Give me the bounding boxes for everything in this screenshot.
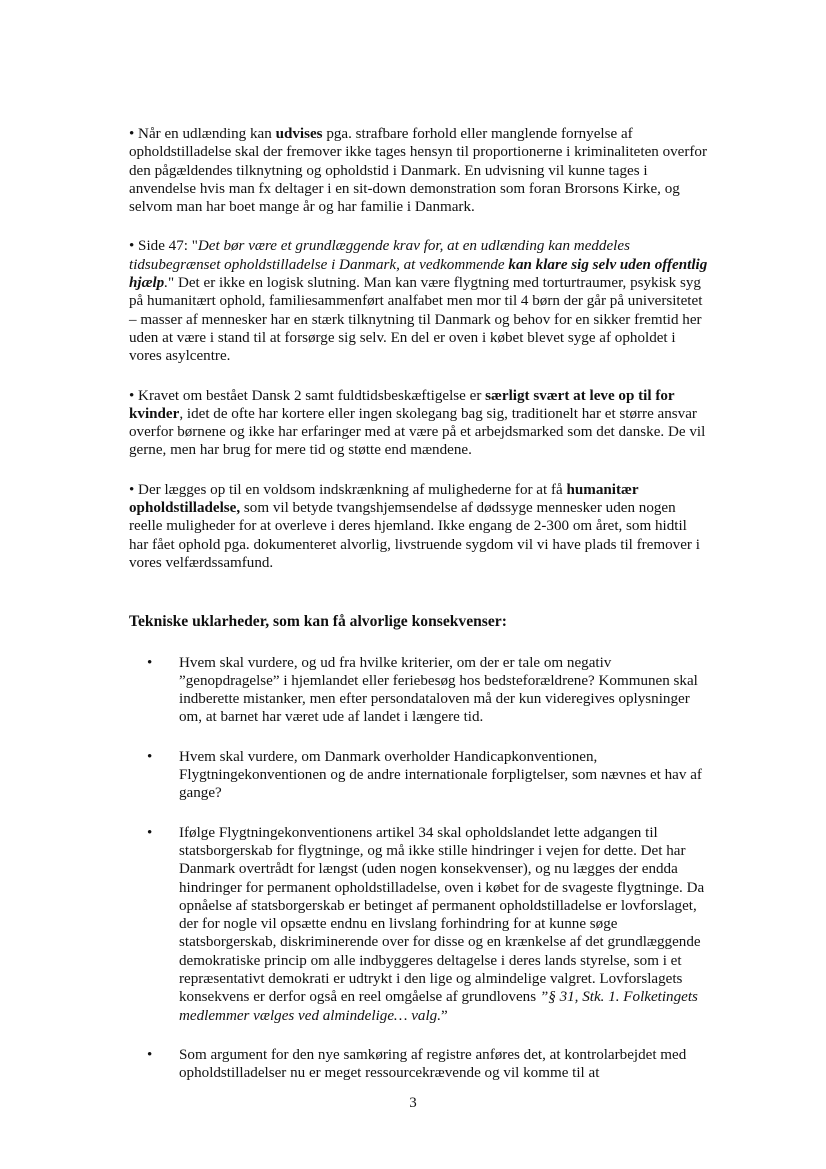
text-run: Ifølge Flygtningekonventionens artikel 34 skal opholdslandet lette adgangen til statsborgerskab for flygtninge, og må ikke stille hindringer i vejen for dette. Det har Danmark overtrådt for længst (uden nogen konsekvenser), og nu lægges der endda hindringer for permanent opholdstilladelse, oven i købet for de svageste flygtninge. Da opnåelse af statsborgerskab er betinget af permanent opholdstilladelse er lovforslaget, der for nogle vil opsætte endnu en livslang forhindring for at kunne søge statsborgerskab, diskriminerende over for disse og en krænkelse af det grundlæggende demokratiske princip om alle indbyggeres deltagelse i deres lands styrelse, som i et repræsentativt demokrati er udtrykt i den lige og almindelige valgret. Lovforslagets konsekvens er derfor også en reel omgåelse af grundlovens xyxy=(179,824,705,1006)
text-run: udvises xyxy=(275,126,323,142)
text-run: pga. strafbare forhold eller manglende fornyelse af opholdstilladelse skal der fremover ikke tages hensyn til proportionerne i kriminaliteten overfor den pågældendes tilknytning og opholdstid i Danmark. En udvisning vil kunne tages i anvendelse hvis man fx deltager i en sit-down demonstration som foran Brorsons Kirke, og selvom man har boet mange år og har familie i Danmark. xyxy=(129,126,708,216)
text-run: Hvem skal vurdere, om Danmark overholder Handicapkonventionen, Flygtningekonventionen og de andre internationale forpligtelser, som nævnes et hav af gange? xyxy=(179,748,702,802)
text-run: humanitær opholdstilladelse, xyxy=(129,481,639,517)
paragraph-dansk-2 xyxy=(129,387,709,460)
bullet-list xyxy=(129,654,709,1083)
bullet-glyph: • xyxy=(147,1046,153,1063)
text-run: • Side 47: " xyxy=(129,238,198,255)
bullet-text xyxy=(179,655,698,726)
document-body xyxy=(129,125,709,1103)
text-run: • Der lægges op til en voldsom indskrænkning af mulighederne for at få xyxy=(129,481,567,498)
bullet-item-konventioner xyxy=(129,748,709,803)
section-heading: Tekniske uklarheder, som kan få alvorlige konsekvenser: xyxy=(129,613,507,631)
paragraphs xyxy=(129,125,709,572)
paragraph-udvisning xyxy=(129,125,709,216)
text-run: , idet de ofte har kortere eller ingen skolegang bag sig, traditionelt har et større ansvar overfor børnene og ikke har erfaringer med at være på et arbejdsmarked som det danske. De vil gerne, men har brug for mere tid og støtte end mændene. xyxy=(129,405,706,459)
page-number: 3 xyxy=(409,1095,417,1111)
bullet-glyph: • xyxy=(147,654,153,671)
text-run: særligt svært at leve op til for kvinder xyxy=(129,387,675,422)
paragraph-side-47 xyxy=(129,237,709,365)
paragraph-humanitaer xyxy=(129,481,709,572)
text-run: som vil betyde tvangshjemsendelse af dødssyge mennesker uden nogen reelle muligheder for at overleve i deres hjemland. Ikke engang de 2-300 om året, som hidtil har fået ophold pga. dokumenteret alvorlig, livstruende sygdom vil vi have plads til fremover i vores velfærdssamfund. xyxy=(129,500,700,571)
bullet-glyph: • xyxy=(147,824,153,841)
text-run: ” xyxy=(440,1007,448,1024)
text-run: Som argument for den nye samkøring af registre anføres det, at kontrolarbejdet med opholdstilladelser nu er meget ressourcekrævende og vil komme til at xyxy=(179,1046,687,1082)
bullet-item-genopdragelse xyxy=(129,654,709,727)
text-run: " Det er ikke en logisk slutning. Man kan være flygtning med torturtraumer, psykisk syg på humanitært ophold, familiesammenført analfabet men mor til 4 børn der går på universitetet – masser af mennesker har en stærk tilknytning til Danmark og behov for en sikker fremtid her uden at være i stand til at forsørge sig selv. En del er oven i købet blevet syge af opholdet i vores asylcentre. xyxy=(129,275,703,365)
text-run: ”§ 31, Stk. 1. Folketingets medlemmer vælges ved almindelige… valg. xyxy=(179,989,698,1024)
bullet-item-artikel-34 xyxy=(129,824,709,1025)
text-run: • Kravet om bestået Dansk 2 samt fuldtidsbeskæftigelse er xyxy=(129,387,486,404)
bullet-text xyxy=(179,749,702,802)
bullet-item-samkoering xyxy=(129,1046,709,1083)
text-run: . xyxy=(164,275,169,292)
text-run: kan klare sig selv uden offentlig hjælp xyxy=(129,256,708,292)
bullet-text xyxy=(179,825,704,1024)
bullet-glyph: • xyxy=(147,748,153,765)
bullet-text xyxy=(179,1047,686,1081)
text-run: Hvem skal vurdere, og ud fra hvilke kriterier, om der er tale om negativ ”genopdragelse” i hjemlandet eller feriebesøg hos bedsteforældrene? Kommunen skal indberette mistanker, men efter persondataloven må der kun videregives oplysninger om, at barnet har været ude af landet i længere tid. xyxy=(179,654,698,726)
text-run: • Når en udlænding kan xyxy=(129,126,276,142)
text-run: Det bør være et grundlæggende krav for, at en udlænding kan meddeles tidsubegrænset opholdstilladelse i Danmark, at vedkommende xyxy=(129,238,630,273)
